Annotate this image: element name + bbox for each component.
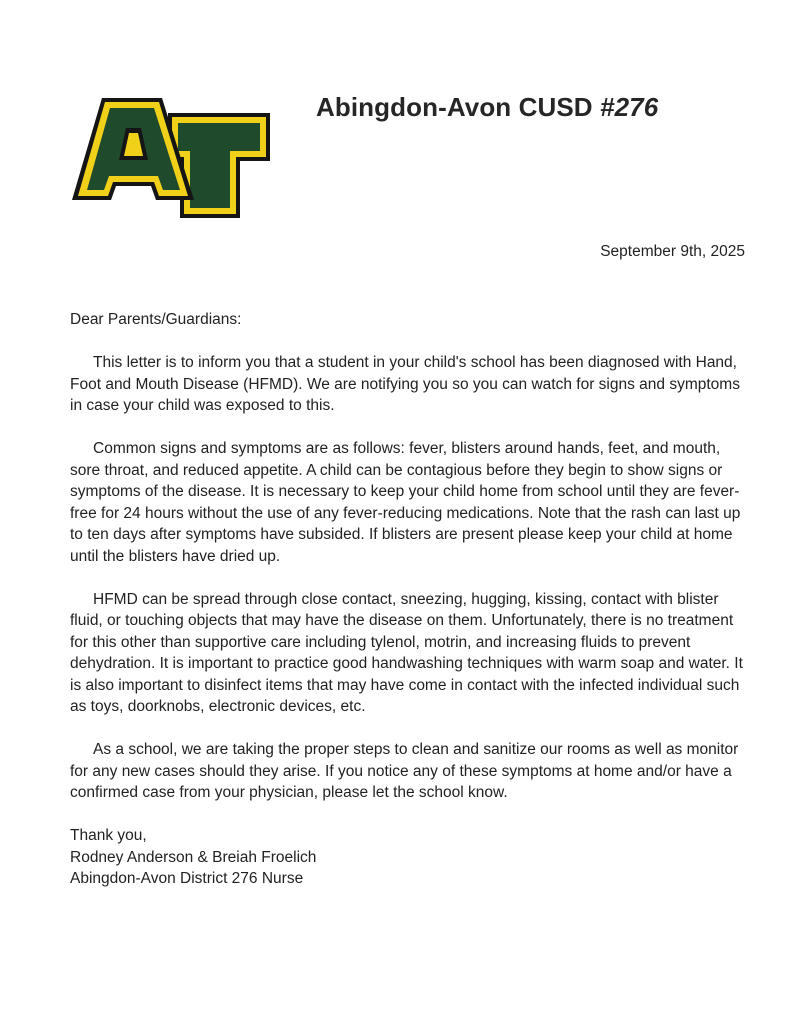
paragraph-school-response: As a school, we are taking the proper steps to clean and sanitize our rooms as well as monitor for any new cases should they arise. If you notice any of these symptoms at home and/or have a confirmed case from your physician, please let the school know. xyxy=(70,741,739,801)
logo-letter-t xyxy=(168,113,270,218)
signature-block xyxy=(70,825,746,890)
letter-body xyxy=(70,309,746,890)
signer-names: Rodney Anderson & Breiah Froelich xyxy=(70,848,317,866)
page-title xyxy=(316,92,658,123)
salutation: Dear Parents/Guardians: xyxy=(70,311,242,328)
paragraph-transmission: HFMD can be spread through close contact, sneezing, hugging, kissing, contact with blister fluid, or touching objects that may have the disease on them. Unfortunately, there is no treatment for this other than supportive care including tylenol, motrin, and increasing fluids to prevent dehydration. It is important to practice good handwashing techniques with warm soap and water. It is also important to disinfect items that may have come in contact with the infected individual such as toys, doorknobs, electronic devices, etc. xyxy=(70,590,743,715)
title-district-number: #276 xyxy=(600,92,659,122)
signer-title: Abingdon-Avon District 276 Nurse xyxy=(70,870,304,887)
title-district: Abingdon-Avon CUSD xyxy=(316,92,601,122)
letter-date: September 9th, 2025 xyxy=(600,243,745,260)
closing: Thank you, xyxy=(70,827,147,844)
district-logo xyxy=(70,96,272,220)
paragraph-notification: This letter is to inform you that a student in your child's school has been diagnosed with Hand, Foot and Mouth Disease (HFMD). We are notifying you so you can watch for signs and symptoms in case your child was exposed to this. xyxy=(70,354,740,414)
paragraph-symptoms: Common signs and symptoms are as follows: fever, blisters around hands, feet, and mouth, sore throat, and reduced appetite. A child can be contagious before they begin to show signs or symptoms of the disease. It is necessary to keep your child home from school until they are fever-free for 24 hours without the use of any fever-reducing medications. Note that the rash can last up to ten days after symptoms have subsided. If blisters are present please keep your child at home until the blisters have dried up. xyxy=(70,440,741,565)
